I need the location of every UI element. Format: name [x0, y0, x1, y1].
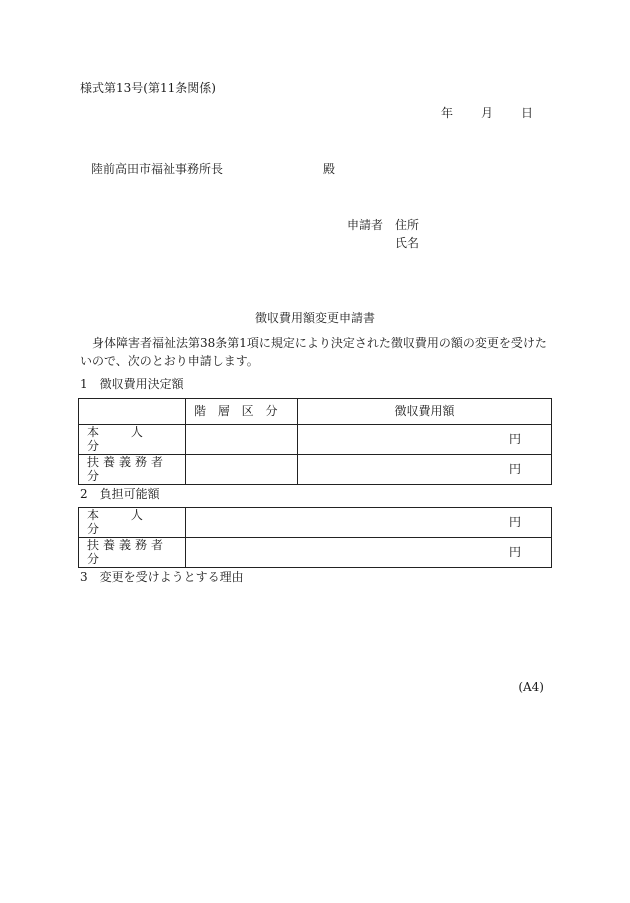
amount-input-cell[interactable]: 円	[186, 537, 552, 567]
paper-size-label: (A4)	[518, 680, 544, 694]
row-label: 本 人 分	[79, 508, 186, 538]
header-class-cell: 階 層 区 分	[186, 399, 298, 425]
date-day-label: 日	[520, 106, 533, 120]
row-label: 扶養義務者分	[79, 537, 186, 567]
amount-input-cell[interactable]: 円	[298, 454, 552, 484]
address-label: 住所	[395, 218, 420, 232]
class-input-cell[interactable]	[186, 454, 298, 484]
amount-input-cell[interactable]: 円	[298, 425, 552, 455]
table-row	[79, 454, 552, 484]
determined-amount-table	[78, 398, 552, 485]
table-row	[79, 537, 552, 567]
addressee: 陸前高田市福祉事務所長	[91, 162, 224, 176]
applicant-label: 申請者	[347, 218, 384, 232]
table-row	[79, 425, 552, 455]
amount-input-cell[interactable]: 円	[186, 508, 552, 538]
section3-heading: 3 変更を受けようとする理由	[80, 570, 244, 584]
date-fields	[441, 106, 533, 120]
document-title: 徴収費用額変更申請書	[254, 311, 375, 325]
name-label: 氏名	[395, 236, 420, 250]
table-row	[79, 508, 552, 538]
body-text: 身体障害者福祉法第38条第1項に規定により決定された徴収費用の額の変更を受けたいので、次のとおり申請します。	[80, 336, 547, 368]
header-amount-cell: 徴収費用額	[298, 399, 552, 425]
date-month-label: 月	[480, 106, 493, 120]
header-blank-cell	[79, 399, 186, 425]
affordable-amount-table	[78, 507, 552, 568]
table-header-row	[79, 399, 552, 425]
date-year-label: 年	[440, 106, 453, 120]
section2-heading: 2 負担可能額	[80, 487, 160, 501]
class-input-cell[interactable]	[186, 425, 298, 455]
section1-heading: 1 徴収費用決定額	[80, 377, 184, 391]
row-label: 扶養義務者分	[79, 454, 186, 484]
form-number: 様式第13号(第11条関係)	[80, 81, 216, 95]
honorific: 殿	[323, 162, 336, 176]
row-label: 本 人 分	[79, 425, 186, 455]
